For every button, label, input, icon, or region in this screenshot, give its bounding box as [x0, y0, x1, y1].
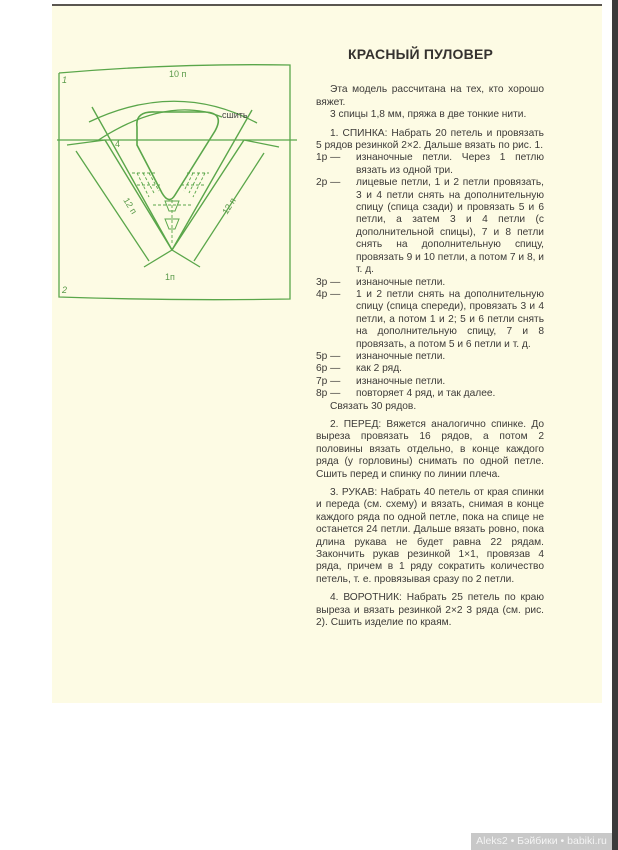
scan-edge-bar: [612, 0, 618, 850]
row-label: 1р —: [316, 152, 341, 164]
figure-2-label: 2: [62, 285, 68, 295]
row-instruction: [316, 177, 544, 276]
row-label: 5р —: [316, 350, 341, 362]
panel-number: 4: [115, 139, 121, 149]
article-column: [316, 48, 544, 629]
intro-text: Эта модель рассчитана на тех, кто хорошо вяжет.: [316, 84, 544, 108]
row-label: 3р —: [316, 276, 341, 288]
section-back: 1. СПИНКА: Набрать 20 петель и провязать 5 рядов резинкой 2×2. Дальше вязать по рис. 1.: [316, 127, 544, 152]
row-instruction: [316, 289, 544, 351]
section-collar: 4. ВОРОТНИК: Набрать 25 петель по краю выреза и вязать резинкой 2×2 3 ряда (см. рис. 2). Сшить изделие по краям.: [316, 592, 544, 629]
left-side-label: 12 п: [121, 195, 140, 216]
rows-total: Связать 30 рядов.: [330, 400, 417, 412]
row-text: 1 и 2 петли снять на дополнительную спицу (спица спереди), провязать 3 и 4 петли, а потом 1 и 2; 5 и 6 петли снять на дополнительную спицу, 7 и 8 провязать, а потом 5 и 6 петли и т. д.: [356, 288, 544, 350]
figure-1-label: 1: [62, 75, 68, 85]
pattern-schematic: [57, 65, 297, 305]
materials-text: 3 спицы 1,8 мм, пряжа в две тонкие нити.: [330, 109, 527, 121]
row-text: изнаночные петли. Через 1 петлю вязать из одной три.: [356, 152, 544, 176]
bottom-label: 1п: [165, 272, 175, 282]
row-instruction: [316, 277, 544, 289]
row-label: 8р —: [316, 388, 341, 400]
row-instruction: [316, 388, 544, 400]
row-text: изнаночные петли.: [356, 375, 446, 387]
row-instruction: [316, 351, 544, 363]
section-sleeve: 3. РУКАВ: Набрать 40 петель от края спинки и переда (см. схему) и вязать, снимая в конце каждого ряда по одной петле, пока на спице не останется 24 петли. Дальше вязать ровно, пока длина рукава не будет равна 22 рядам. Закончить рукав резинкой 1×1, провязав 4 ряда, причем в 1 ряду сократить количество петель, т. е. провязывая сразу по 2 петли.: [316, 487, 544, 585]
row-text: повторяет 4 ряд, и так далее.: [356, 388, 496, 400]
row-text: как 2 ряд.: [356, 363, 402, 375]
article-title: КРАСНЫЙ ПУЛОВЕР: [348, 46, 494, 62]
row-label: 6р —: [316, 363, 341, 375]
watermark: Aleks2 • Бэйбики • babiki.ru: [471, 833, 612, 850]
row-label: 4р —: [316, 288, 341, 300]
knitting-diagram: [57, 65, 297, 305]
width-label: 10 п: [169, 69, 187, 79]
sew-label: сшить: [222, 110, 248, 120]
row-instruction: [316, 152, 544, 177]
row-text: изнаночные петли.: [356, 350, 446, 362]
section-front: 2. ПЕРЕД: Вяжется аналогично спинке. До выреза провязать 16 рядов, а потом 2 половины вязать отдельно, в конце каждого ряда (у горловины) снимать по одной петле. Сшить перед и спинку по линии плеча.: [316, 418, 544, 480]
row-text: лицевые петли, 1 и 2 петли провязать, 3 и 4 петли снять на дополнительную спицу (спица сзади) и провязать 5 и 6 петли, а затем 3 и 4 петли (с дополнительной спицы), 7 и 8 петли снять на дополнительную спицу, провязать 9 и 10 петли, а потом 7 и 8, и т. д.: [356, 177, 544, 276]
row-label: 7р —: [316, 375, 341, 387]
row-instruction: [316, 376, 544, 388]
row-instruction: [316, 363, 544, 375]
row-text: изнаночные петли.: [356, 276, 446, 288]
right-side-label: 12 п: [220, 196, 238, 217]
row-label: 2р —: [316, 177, 341, 189]
